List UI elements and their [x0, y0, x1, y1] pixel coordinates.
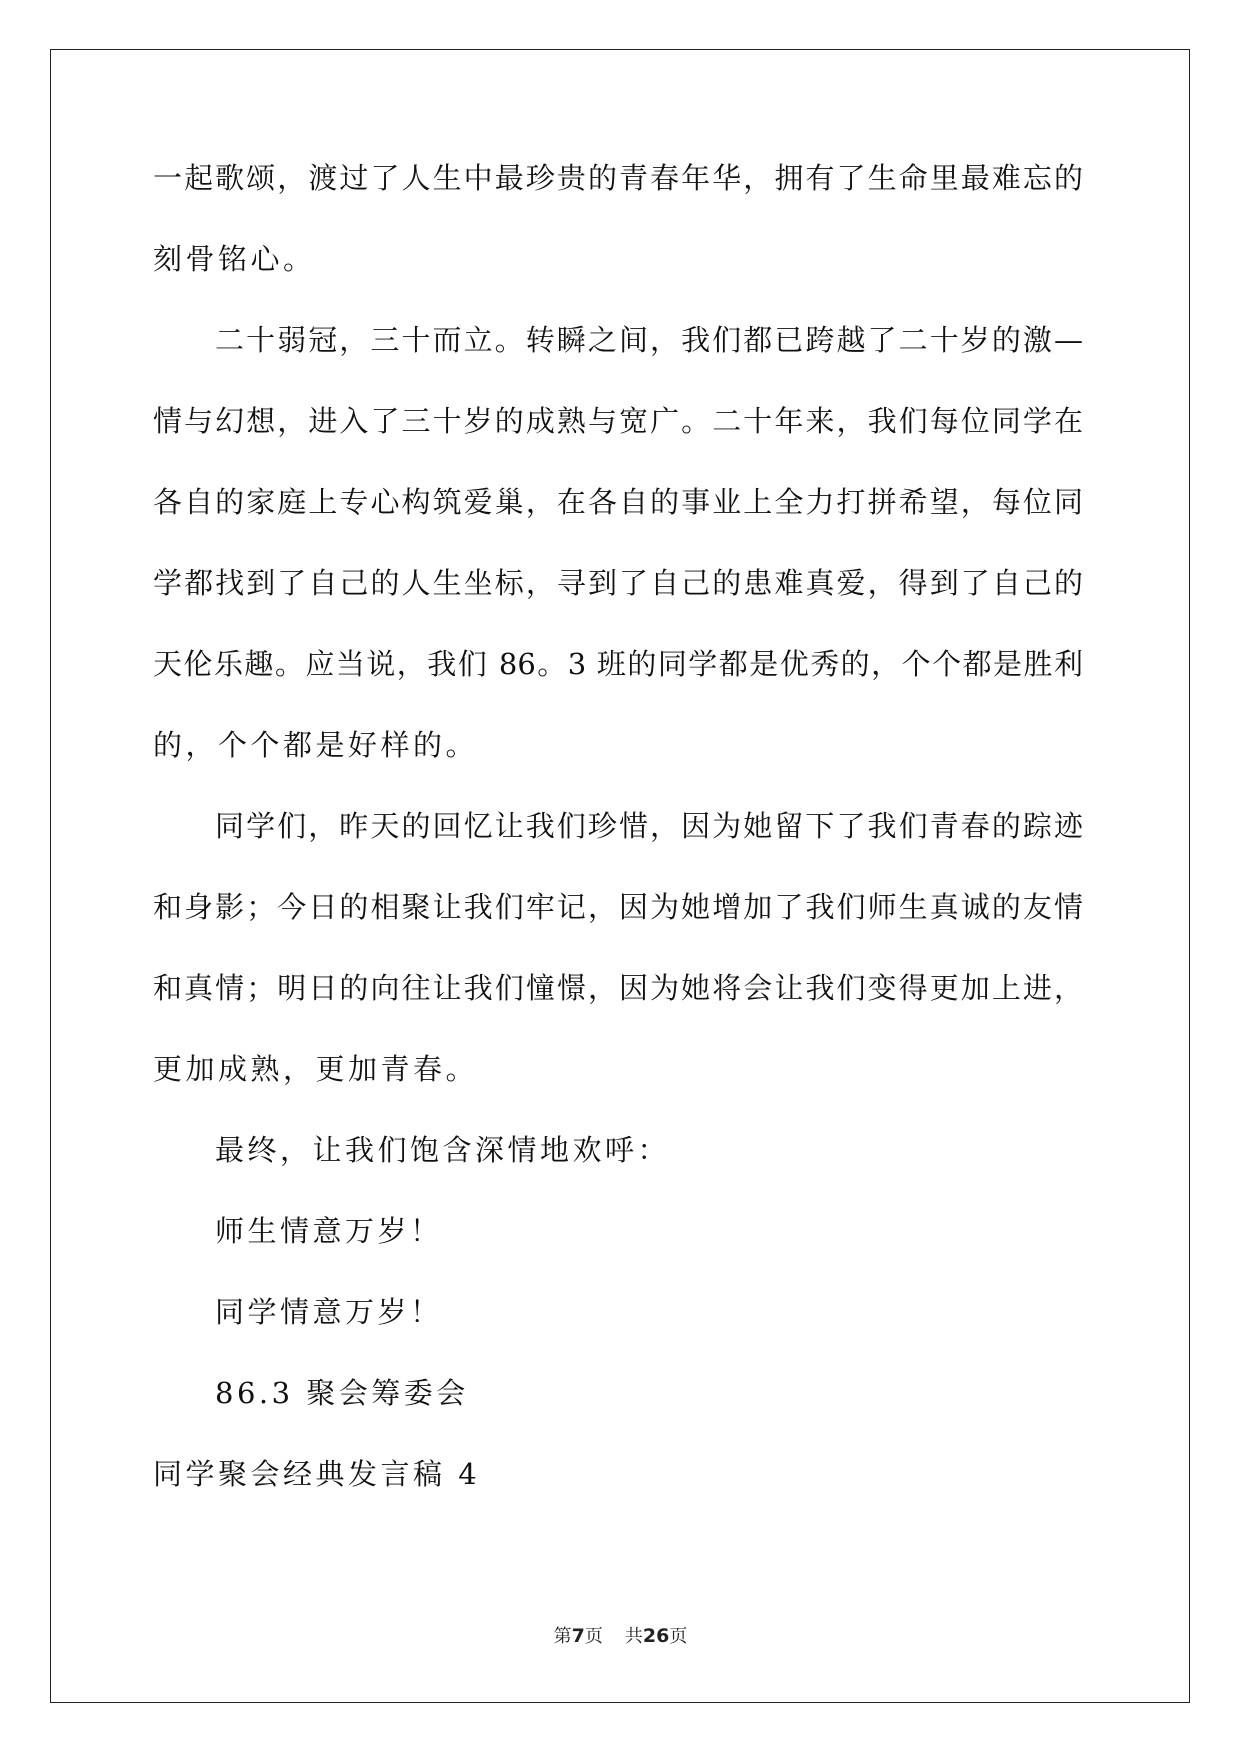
text-line-2: 刻骨铭心。 [153, 242, 316, 276]
total-page-count: 26 [642, 1625, 670, 1647]
signature-line: 86.3 聚会筹委会 [215, 1376, 469, 1410]
text-line-8: 的，个个都是好样的。 [153, 728, 479, 762]
text-line-14: 师生情意万岁！ [215, 1214, 443, 1248]
text-line-4: 情与幻想，进入了三十岁的成熟与宽广。二十年来，我们每位同学在 [153, 404, 1083, 438]
text-line-10: 和身影；今日的相聚让我们牢记，因为她增加了我们师生真诚的友情 [153, 890, 1083, 924]
text-line-6: 学都找到了自己的人生坐标，寻到了自己的患难真爱，得到了自己的 [153, 566, 1083, 600]
section-heading: 同学聚会经典发言稿 4 [153, 1457, 481, 1491]
text-line-3: 二十弱冠，三十而立。转瞬之间，我们都已跨越了二十岁的激— [215, 323, 1083, 357]
text-line-12: 更加成熟，更加青春。 [153, 1052, 479, 1086]
current-page-number: 7 [571, 1625, 585, 1647]
text-line-9: 同学们，昨天的回忆让我们珍惜，因为她留下了我们青春的踪迹 [215, 809, 1083, 843]
text-line-15: 同学情意万岁！ [215, 1295, 443, 1329]
text-line-5: 各自的家庭上专心构筑爱巢，在各自的事业上全力打拼希望，每位同 [153, 485, 1083, 519]
text-line-11: 和真情；明日的向往让我们憧憬，因为她将会让我们变得更加上进， [153, 971, 1083, 1005]
footer-prefix: 第 [553, 1626, 572, 1647]
page-footer [0, 1622, 1241, 1648]
text-line-1: 一起歌颂，渡过了人生中最珍贵的青春年华，拥有了生命里最难忘的 [153, 161, 1083, 195]
footer-total-prefix: 共 [624, 1626, 643, 1647]
document-body [153, 158, 1083, 1535]
text-line-13: 最终，让我们饱含深情地欢呼： [215, 1133, 671, 1167]
footer-total-suffix: 页 [669, 1626, 688, 1647]
text-line-7: 天伦乐趣。应当说，我们 86。3 班的同学都是优秀的，个个都是胜利 [153, 647, 1083, 681]
footer-page-suffix: 页 [584, 1626, 603, 1647]
